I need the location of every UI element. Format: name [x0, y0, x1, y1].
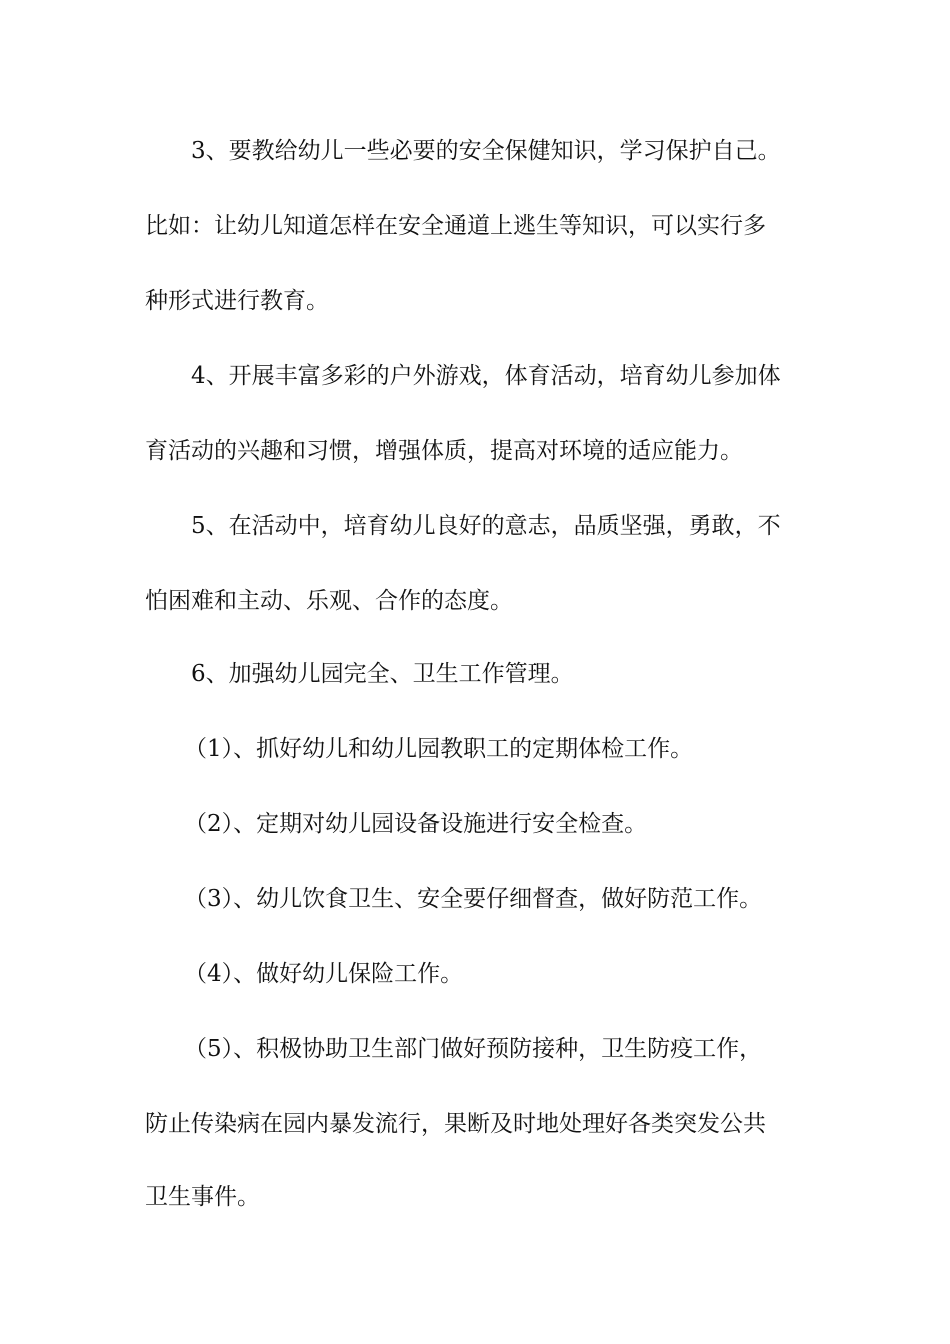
paragraph-5-line-1: 5、在活动中，培育幼儿良好的意志，品质坚强，勇敢，不	[191, 513, 781, 539]
list-item-4: （4）、做好幼儿保险工作。	[184, 961, 464, 987]
paragraph-5-line-2: 怕困难和主动、乐观、合作的态度。	[145, 588, 513, 614]
paragraph-3-line-3: 种形式进行教育。	[145, 288, 329, 314]
list-item-5-line-1: （5）、积极协助卫生部门做好预防接种，卫生防疫工作，	[184, 1036, 763, 1062]
list-item-5-line-3: 卫生事件。	[145, 1184, 260, 1210]
list-item-2: （2）、定期对幼儿园设备设施进行安全检查。	[184, 811, 648, 837]
paragraph-4-line-2: 育活动的兴趣和习惯，增强体质，提高对环境的适应能力。	[145, 438, 743, 464]
paragraph-3-line-1: 3、要教给幼儿一些必要的安全保健知识，学习保护自己。	[191, 138, 781, 164]
list-item-3: （3）、幼儿饮食卫生、安全要仔细督查，做好防范工作。	[184, 886, 763, 912]
list-item-5-line-2: 防止传染病在园内暴发流行，果断及时地处理好各类突发公共	[145, 1111, 766, 1137]
paragraph-6-heading: 6、加强幼儿园完全、卫生工作管理。	[191, 661, 574, 687]
paragraph-4-line-1: 4、开展丰富多彩的户外游戏，体育活动，培育幼儿参加体	[191, 363, 781, 389]
paragraph-3-line-2: 比如：让幼儿知道怎样在安全通道上逃生等知识，可以实行多	[145, 213, 766, 239]
list-item-1: （1）、抓好幼儿和幼儿园教职工的定期体检工作。	[184, 736, 694, 762]
